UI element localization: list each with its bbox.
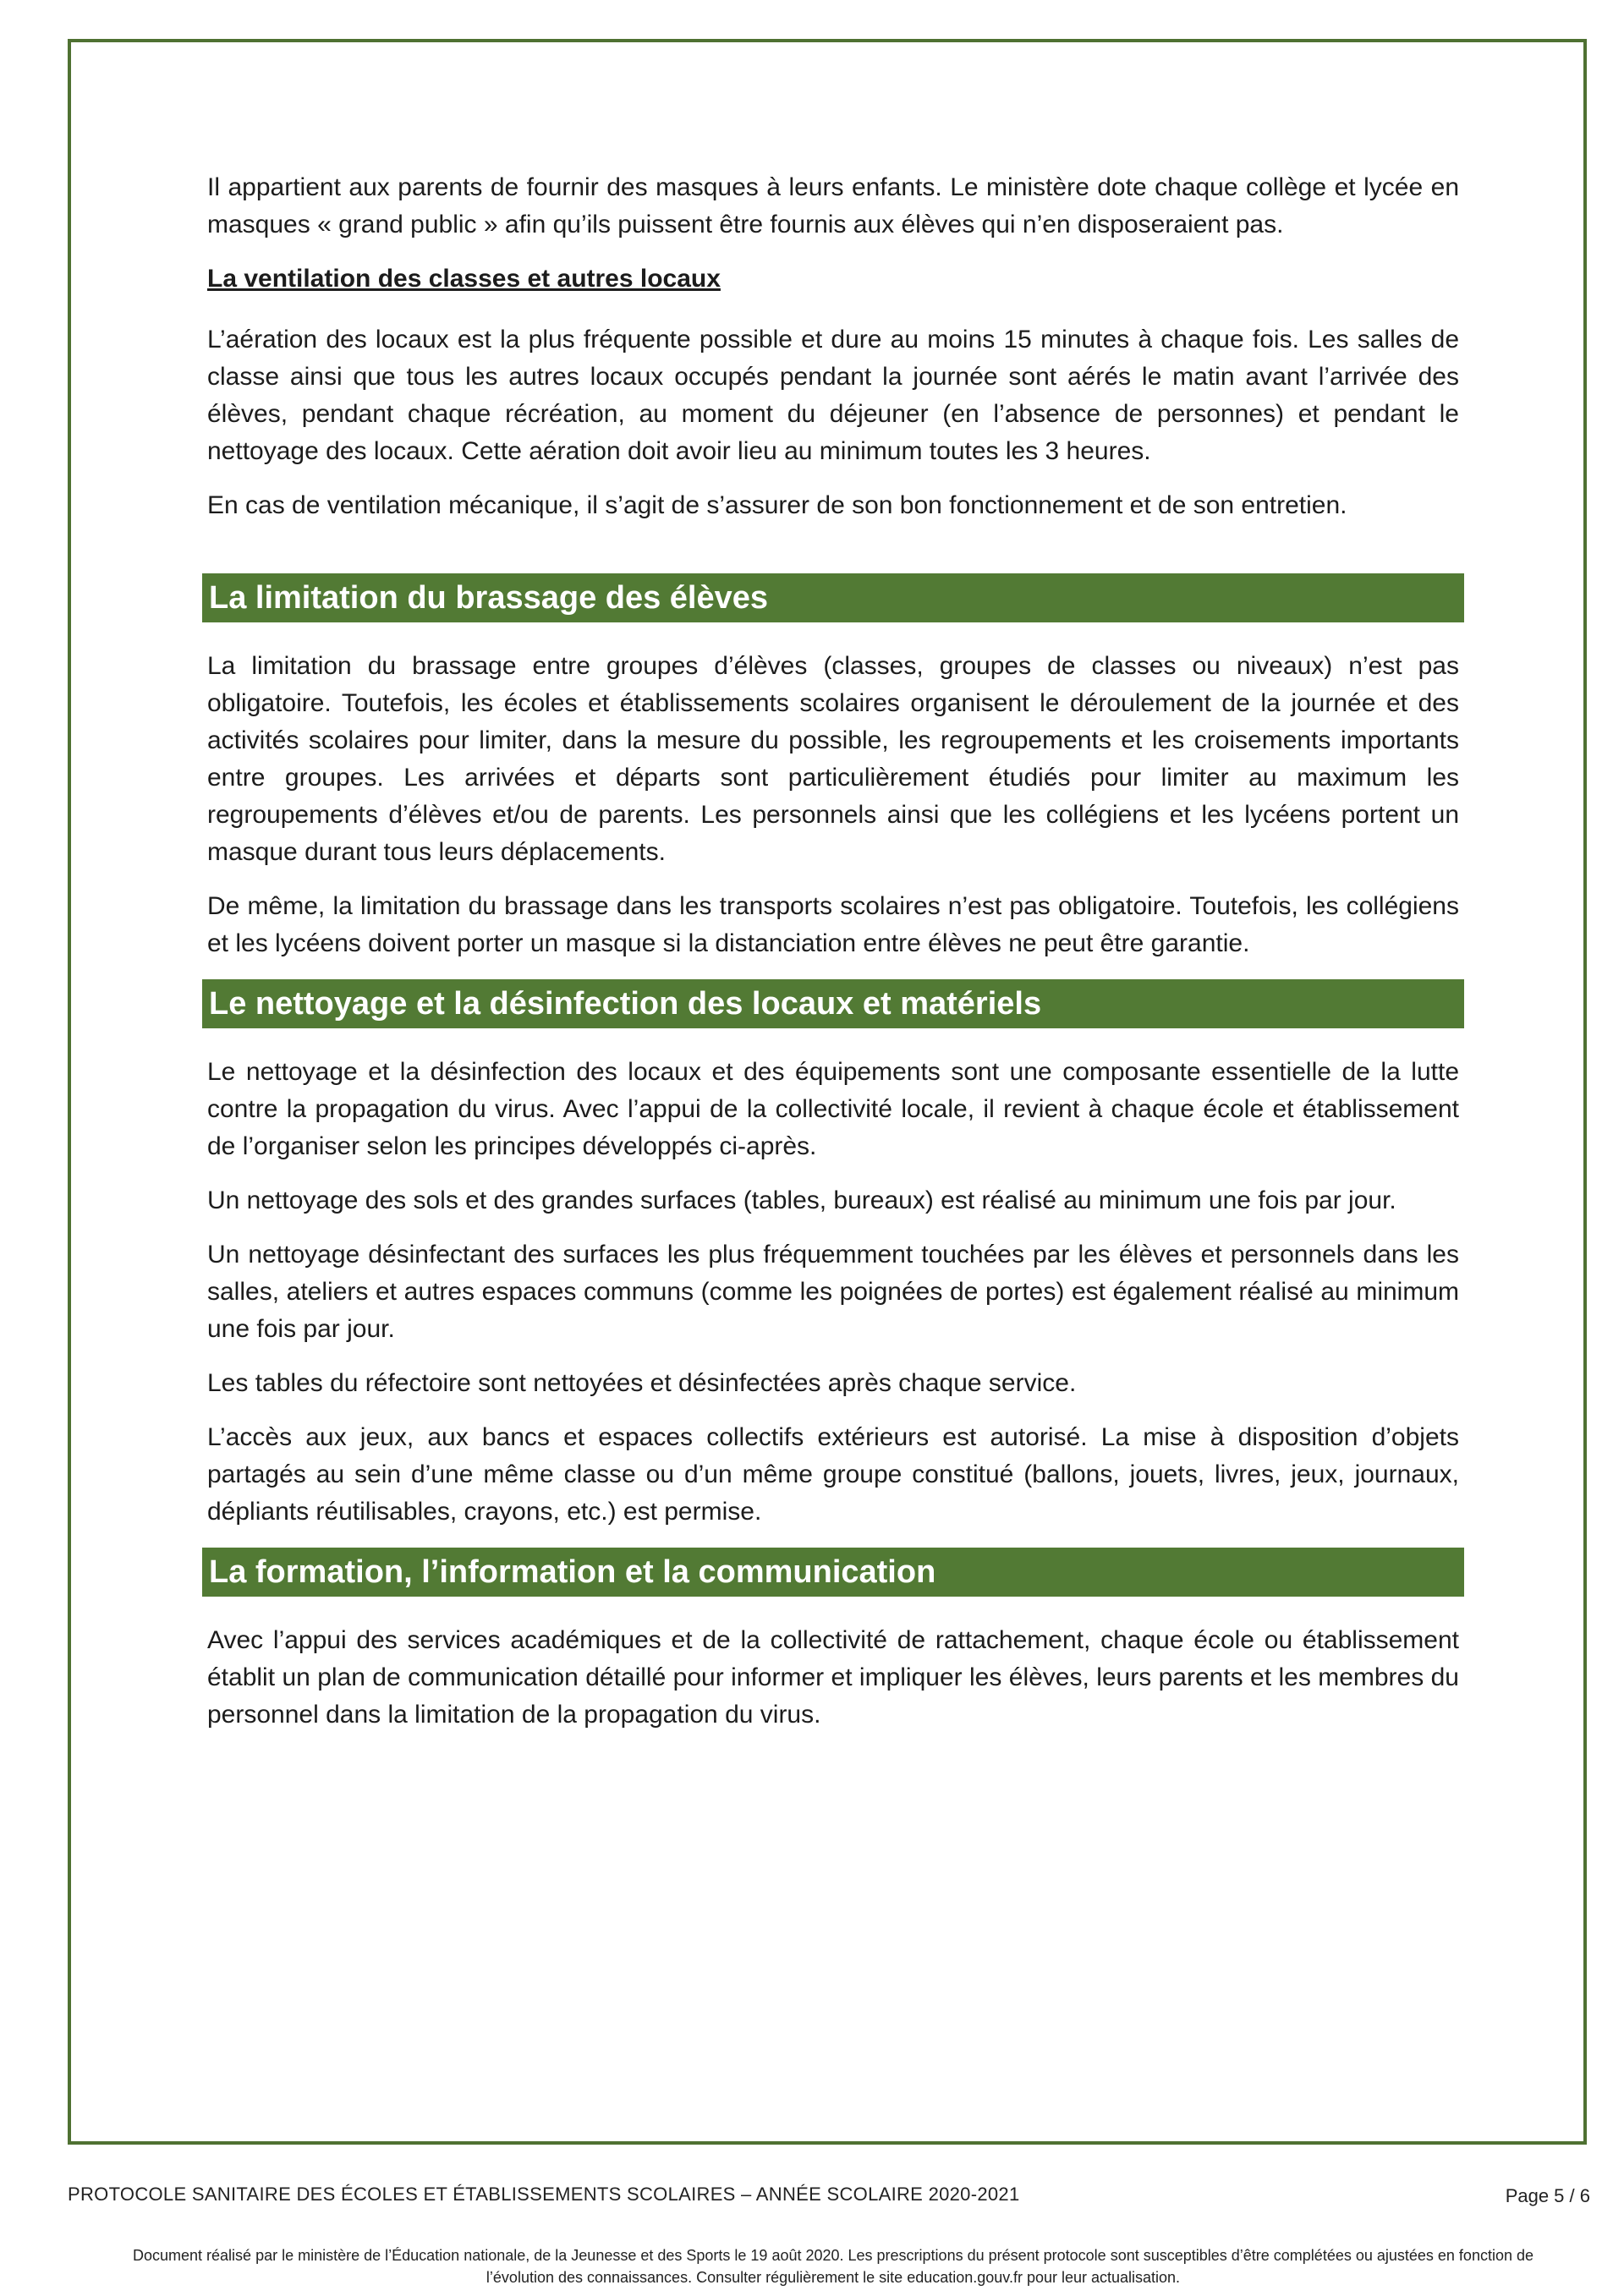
nettoyage-paragraph: Le nettoyage et la désinfection des locaux et des équipements sont une composante essentielle de la lutte contre la propagation du virus. Avec l’appui de la collectivité locale, il revient à chaque école et établissement de l’organiser selon les principes développés ci-après.: [207, 1058, 1459, 1160]
footer-document-title: PROTOCOLE SANITAIRE DES ÉCOLES ET ÉTABLISSEMENTS SCOLAIRES – ANNÉE SCOLAIRE 2020-2021: [68, 2184, 1020, 2205]
nettoyage-paragraph: Un nettoyage des sols et des grandes surfaces (tables, bureaux) est réalisé au minimum une fois par jour.: [207, 1186, 1396, 1214]
ventilation-heading: La ventilation des classes et autres locaux: [207, 265, 721, 293]
section-heading-formation: La formation, l’information et la communication: [202, 1548, 1464, 1597]
document-body: [207, 169, 1459, 1751]
ventilation-paragraph: En cas de ventilation mécanique, il s’agit de s’assurer de son bon fonctionnement et de son entretien.: [207, 491, 1347, 519]
brassage-paragraph: La limitation du brassage entre groupes d’élèves (classes, groupes de classes ou niveaux) n’est pas obligatoire. Toutefois, les écoles et établissements scolaires organisent le déroulement de la journée et des activités scolaires pour limiter, dans la mesure du possible, les regroupements et les croisements importants entre groupes. Les arrivées et départs sont particulièrement étudiés pour limiter au maximum les regroupements d’élèves et/ou de parents. Les personnels ainsi que les collégiens et les lycéens portent un masque durant tous leurs déplacements.: [207, 652, 1459, 866]
section-heading-brassage: La limitation du brassage des élèves: [202, 573, 1464, 622]
section-heading-nettoyage: Le nettoyage et la désinfection des locaux et matériels: [202, 979, 1464, 1028]
nettoyage-paragraph: L’accès aux jeux, aux bancs et espaces collectifs extérieurs est autorisé. La mise à disposition d’objets partagés au sein d’une même classe ou d’un même groupe constitué (ballons, jouets, livres, jeux, journaux, dépliants réutilisables, crayons, etc.) est permise.: [207, 1423, 1459, 1526]
brassage-paragraph: De même, la limitation du brassage dans les transports scolaires n’est pas obligatoire. Toutefois, les collégiens et les lycéens doivent porter un masque si la distanciation entre élèves ne peut être garantie.: [207, 892, 1459, 957]
page-number: Page 5 / 6: [1505, 2185, 1590, 2206]
nettoyage-paragraph: Un nettoyage désinfectant des surfaces les plus fréquemment touchées par les élèves et personnels dans les salles, ateliers et autres espaces communs (comme les poignées de portes) est également réalisé au minimum une fois par jour.: [207, 1241, 1459, 1343]
nettoyage-paragraph: Les tables du réfectoire sont nettoyées et désinfectées après chaque service.: [207, 1369, 1077, 1397]
footer-disclaimer: Document réalisé par le ministère de l’Éducation nationale, de la Jeunesse et des Sports le 19 août 2020. Les prescriptions du présent protocole sont susceptibles d’être complétées ou ajustées en fonction de l’évolution des connaissances. Consulter régulièrement le site education.gouv.fr pour leur actualisation.: [133, 2247, 1533, 2286]
intro-paragraph: Il appartient aux parents de fournir des masques à leurs enfants. Le ministère dote chaque collège et lycée en masques « grand public » afin qu’ils puissent être fournis aux élèves qui n’en disposeraient pas.: [207, 173, 1459, 238]
ventilation-paragraph: L’aération des locaux est la plus fréquente possible et dure au moins 15 minutes à chaque fois. Les salles de classe ainsi que tous les autres locaux occupés pendant la journée sont aérés le matin avant l’arrivée des élèves, pendant chaque récréation, au moment du déjeuner (en l’absence de personnes) et pendant le nettoyage des locaux. Cette aération doit avoir lieu au minimum toutes les 3 heures.: [207, 326, 1459, 465]
formation-paragraph: Avec l’appui des services académiques et de la collectivité de rattachement, chaque école ou établissement établit un plan de communication détaillé pour informer et impliquer les élèves, leurs parents et les membres du personnel dans la limitation de la propagation du virus.: [207, 1626, 1459, 1729]
